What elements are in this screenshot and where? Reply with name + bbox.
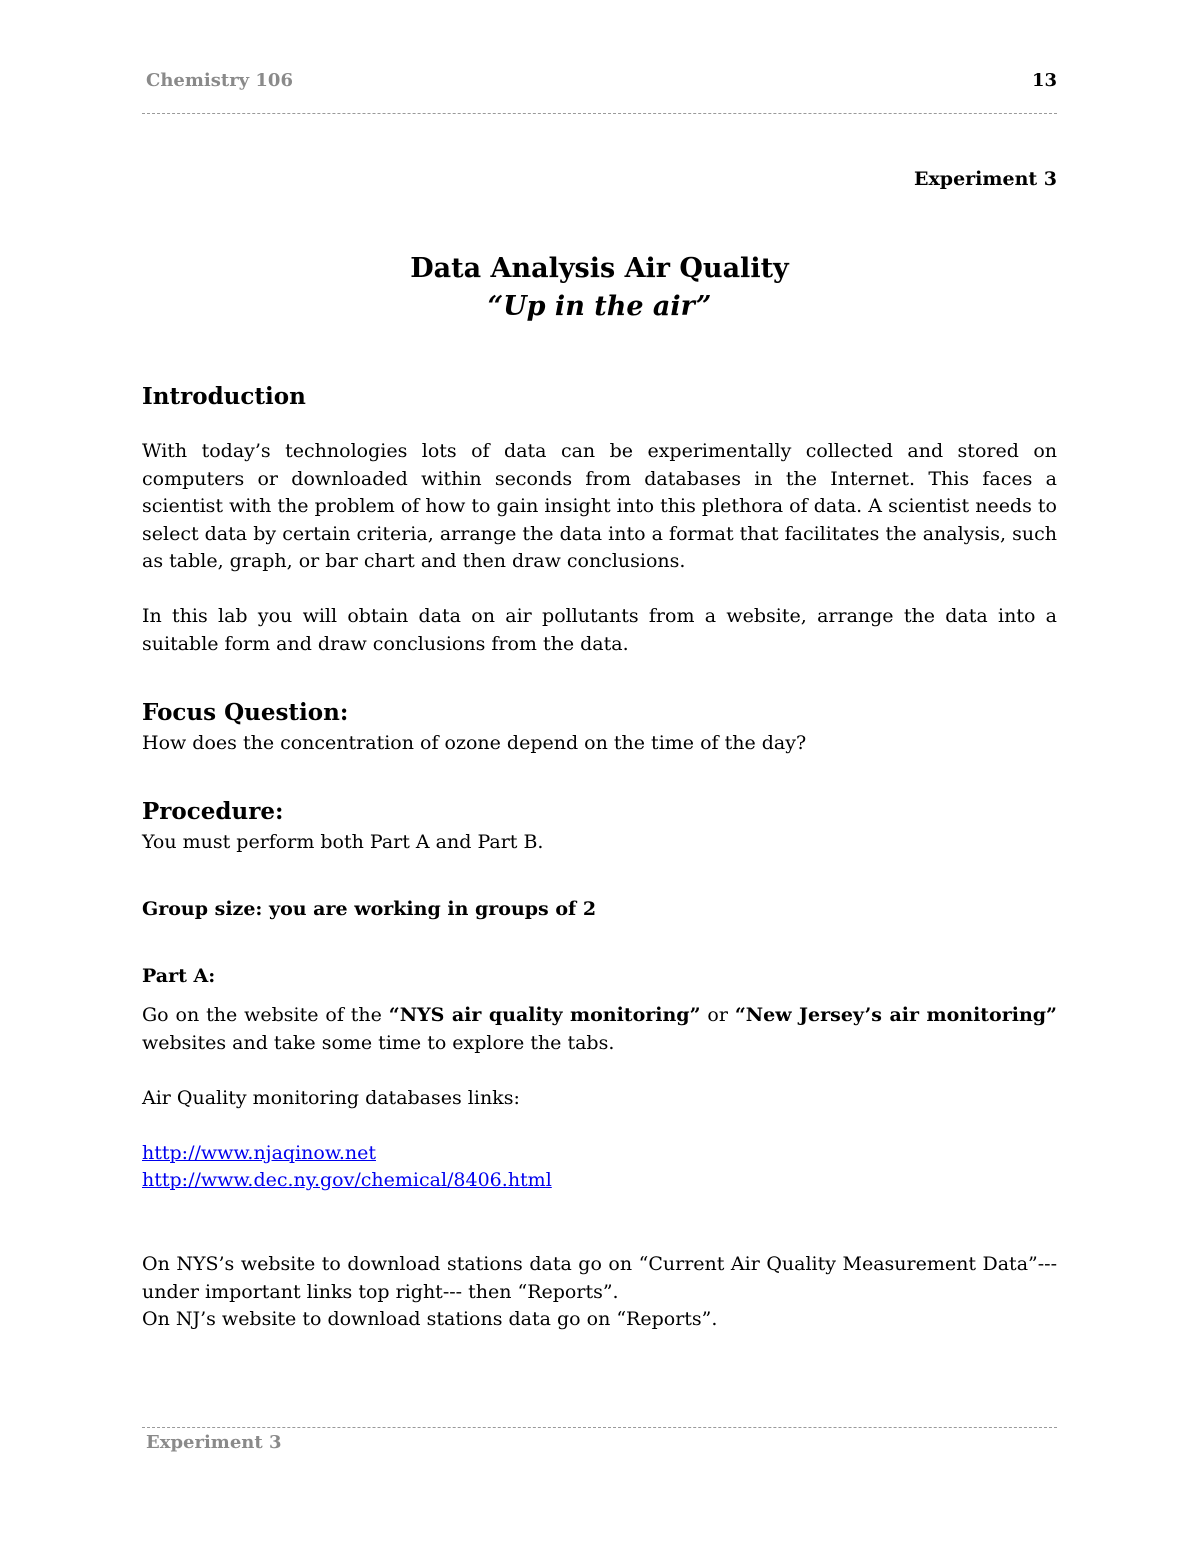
introduction-paragraph-2: In this lab you will obtain data on air pollutants from a website, arrange the data into a suitable form and draw conclusions from the data. bbox=[142, 605, 1057, 655]
page-title: Data Analysis Air Quality bbox=[410, 253, 789, 284]
link-dec-ny[interactable]: http://www.dec.ny.gov/chemical/8406.html bbox=[142, 1169, 552, 1191]
footer-label: Experiment 3 bbox=[146, 1432, 282, 1453]
instr-post: websites and take some time to explore the tabs. bbox=[142, 1031, 615, 1054]
link-njaqinow[interactable]: http://www.njaqinow.net bbox=[142, 1142, 376, 1164]
group-size-text: Group size: you are working in groups of 2 bbox=[142, 898, 597, 920]
procedure-heading: Procedure: bbox=[142, 798, 284, 825]
procedure-text: You must perform both Part A and Part B. bbox=[142, 831, 544, 853]
header-course: Chemistry 106 bbox=[146, 70, 293, 91]
page-subtitle: “Up in the air” bbox=[487, 291, 712, 322]
part-a-heading: Part A: bbox=[142, 965, 216, 987]
header-page-number: 13 bbox=[1031, 70, 1057, 91]
instr-mid: or bbox=[700, 1004, 735, 1026]
nj-site-name: “New Jersey’s air monitoring” bbox=[734, 1004, 1057, 1026]
focus-question-text: How does the concentration of ozone depend on the time of the day? bbox=[142, 732, 807, 754]
nys-site-name: “NYS air quality monitoring” bbox=[388, 1004, 701, 1026]
link-njaqinow-row bbox=[142, 1140, 1057, 1168]
header-divider bbox=[142, 113, 1057, 114]
focus-question-heading: Focus Question: bbox=[142, 699, 349, 726]
introduction-heading: Introduction bbox=[142, 383, 306, 410]
instr-pre: Go on the website of the bbox=[142, 1004, 389, 1026]
experiment-label: Experiment 3 bbox=[913, 168, 1057, 190]
links-label: Air Quality monitoring databases links: bbox=[142, 1087, 520, 1109]
nys-download-note: On NYS’s website to download stations data go on “Current Air Quality Measurement Data”---under important links top right--- then “Reports”. bbox=[142, 1253, 1057, 1303]
footer-divider bbox=[142, 1427, 1057, 1428]
link-dec-ny-row bbox=[142, 1167, 1057, 1195]
part-a-instructions bbox=[142, 1002, 1057, 1057]
introduction-paragraph-1: With today’s technologies lots of data can be experimentally collected and stored on computers or downloaded within seconds from databases in the Internet. This faces a scientist with the problem of how to gain insight into this plethora of data. A scientist needs to select data by certain criteria, arrange the data into a format that facilitates the analysis, such as table, graph, or bar chart and then draw conclusions. bbox=[142, 440, 1057, 572]
nj-download-note: On NJ’s website to download stations data go on “Reports”. bbox=[142, 1308, 718, 1330]
